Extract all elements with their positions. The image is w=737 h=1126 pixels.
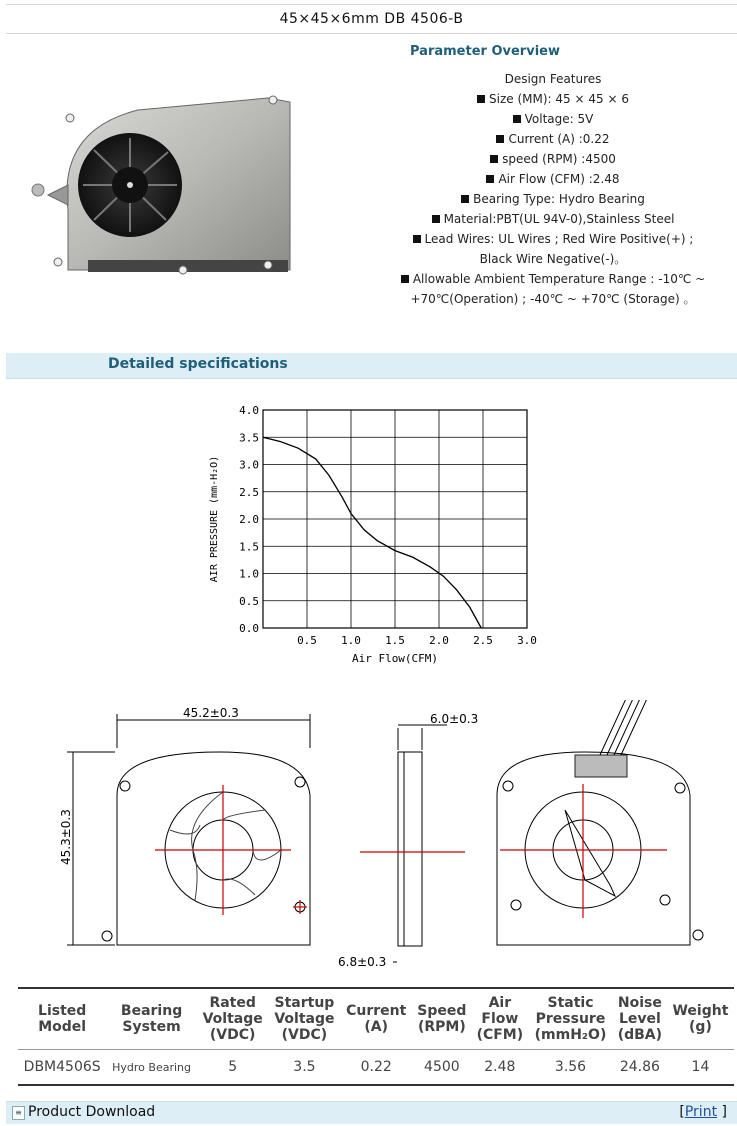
print-bracket-open: [ [679, 1104, 685, 1120]
table-header-text: Voltage [202, 1011, 263, 1027]
features-title: Design Features [504, 72, 602, 86]
y-tick-label: 2.5 [239, 485, 259, 499]
download-bar [6, 1101, 737, 1124]
technical-drawings [55, 700, 735, 980]
y-axis-label: AIR PRESSURE (mm-H₂O) [209, 455, 220, 583]
table-header-cell [106, 988, 196, 1050]
overview-line [388, 109, 718, 129]
bullet-icon [432, 215, 440, 223]
table-cell: 2.48 [472, 1050, 529, 1086]
y-tick-label: 0.0 [239, 622, 259, 635]
x-tick-label: 1.5 [385, 634, 405, 647]
overview-line-text: Allowable Ambient Temperature Range : -10℃ ~ [412, 272, 706, 286]
overview-line [388, 229, 718, 249]
table-cell: 4500 [412, 1050, 471, 1086]
x-tick-label: 2.0 [429, 634, 449, 647]
table-header-text: Listed [38, 1003, 87, 1019]
page-title: 45×45×6mm DB 4506-B [6, 4, 737, 34]
overview-heading: Parameter Overview [410, 44, 560, 59]
table-cell: DBM4506S [18, 1050, 106, 1086]
overview-line [388, 169, 718, 189]
y-tick-label: 2.0 [239, 513, 259, 526]
table-header-text: (g) [689, 1019, 712, 1035]
table-cell: 5 [197, 1050, 269, 1086]
overview-line [388, 249, 718, 269]
table-row [18, 1050, 734, 1086]
y-tick-label: 4.0 [239, 404, 259, 417]
table-header-cell [412, 988, 471, 1050]
table-header-cell [528, 988, 613, 1050]
table-header-text: Speed [417, 1003, 467, 1019]
table-cell: Hydro Bearing [106, 1050, 196, 1086]
table-header-text: Weight [672, 1003, 729, 1019]
table-header-text: Model [38, 1019, 87, 1035]
overview-line-text: Bearing Type: Hydro Bearing [473, 192, 645, 206]
table-header-text: Air [488, 995, 512, 1011]
table-header-cell [340, 988, 412, 1050]
overview-line-text: Voltage: 5V [524, 112, 594, 126]
overview-line-text: +70℃(Operation) ; -40℃ ~ +70℃ (Storage) 。 [410, 292, 696, 306]
table-header-cell [613, 988, 667, 1050]
x-tick-label: 2.5 [473, 634, 493, 647]
print-link[interactable]: Print [684, 1104, 718, 1120]
table-header-text: Level [618, 1011, 661, 1027]
table-header-row [18, 988, 734, 1050]
overview-line [388, 189, 718, 209]
table-header-text: Rated [209, 995, 256, 1011]
table-header-text: Static [547, 995, 594, 1011]
overview-line-text: Size (MM): 45 × 45 × 6 [489, 92, 629, 106]
print-bracket-close: ] [721, 1104, 727, 1120]
table-header-text: (RPM) [417, 1019, 466, 1035]
table-header-text: (A) [364, 1019, 389, 1035]
table-cell: 24.86 [613, 1050, 667, 1086]
product-photo [28, 90, 298, 280]
document-icon[interactable]: ≡ [12, 1106, 25, 1120]
table-header-text: (CFM) [476, 1027, 524, 1043]
table-header-text: (dBA) [617, 1027, 663, 1043]
table-header-text: Noise [617, 995, 662, 1011]
table-header-text: Current [346, 1003, 407, 1019]
table-header-cell [197, 988, 269, 1050]
bullet-icon [461, 195, 469, 203]
table-header-text: System [122, 1019, 181, 1035]
x-axis-label: Air Flow(CFM) [351, 652, 439, 665]
bullet-icon [401, 275, 409, 283]
side-view-drawing [393, 725, 447, 962]
table-header-text: Bearing [120, 1003, 183, 1019]
table-header-cell [18, 988, 106, 1050]
overview-line-text: Black Wire Negative(-)。 [479, 252, 627, 266]
overview-line [388, 149, 718, 169]
overview-line-text: Lead Wires: UL Wires ; Red Wire Positive(+) ; [424, 232, 694, 246]
spec-table [18, 987, 734, 1086]
bullet-icon [477, 95, 485, 103]
table-header-text: (VDC) [281, 1027, 328, 1043]
spec-heading: Detailed specifications [108, 356, 288, 372]
table-header-text: Voltage [274, 1011, 335, 1027]
table-header-cell [269, 988, 341, 1050]
bullet-icon [496, 135, 504, 143]
table-cell: 3.5 [269, 1050, 341, 1086]
bullet-icon [486, 175, 494, 183]
parameter-overview [388, 44, 718, 309]
table-header-text: Startup [274, 995, 335, 1011]
side-dimension: 6.8±0.3 [338, 955, 387, 969]
y-tick-label: 0.5 [239, 594, 259, 608]
overview-line-text: Air Flow (CFM) :2.48 [498, 172, 620, 186]
table-cell: 3.56 [528, 1050, 613, 1086]
spec-section-bar [6, 353, 737, 379]
x-tick-label: 3.0 [517, 634, 537, 647]
table-header-text: Flow [481, 1011, 519, 1027]
x-tick-label: 1.0 [341, 634, 361, 647]
table-cell: 14 [667, 1050, 734, 1086]
y-tick-label: 1.0 [239, 567, 259, 581]
table-cell: 0.22 [340, 1050, 412, 1086]
overview-line-text: Current (A) :0.22 [508, 132, 610, 146]
print-control [679, 1104, 727, 1120]
back-view-drawing [497, 700, 703, 945]
bullet-icon [490, 155, 498, 163]
x-tick-label: 0.5 [297, 634, 317, 647]
overview-line-text: speed (RPM) :4500 [502, 152, 616, 166]
table-header-text: (VDC) [209, 1027, 256, 1043]
height-dimension: 45.3±0.3 [59, 809, 73, 865]
bullet-icon [413, 235, 421, 243]
y-tick-label: 3.0 [239, 458, 259, 472]
overview-line-text: Material:PBT(UL 94V-0),Stainless Steel [443, 212, 675, 226]
overview-line [388, 269, 718, 289]
front-view-drawing [67, 714, 310, 945]
thickness-dimension: 6.0±0.3 [430, 712, 479, 726]
product-download-link[interactable]: Product Download [28, 1104, 156, 1120]
overview-line [388, 89, 718, 109]
bullet-icon [513, 115, 521, 123]
y-tick-label: 3.5 [239, 431, 259, 445]
overview-line [388, 289, 718, 309]
pq-curve-chart [205, 398, 550, 670]
overview-line [388, 209, 718, 229]
width-dimension: 45.2±0.3 [183, 706, 239, 720]
table-header-cell [472, 988, 529, 1050]
table-header-text: Pressure [535, 1011, 606, 1027]
table-header-text: (mmH₂O) [534, 1027, 607, 1043]
y-tick-label: 1.5 [239, 540, 259, 554]
table-header-cell [667, 988, 734, 1050]
overview-line [388, 129, 718, 149]
